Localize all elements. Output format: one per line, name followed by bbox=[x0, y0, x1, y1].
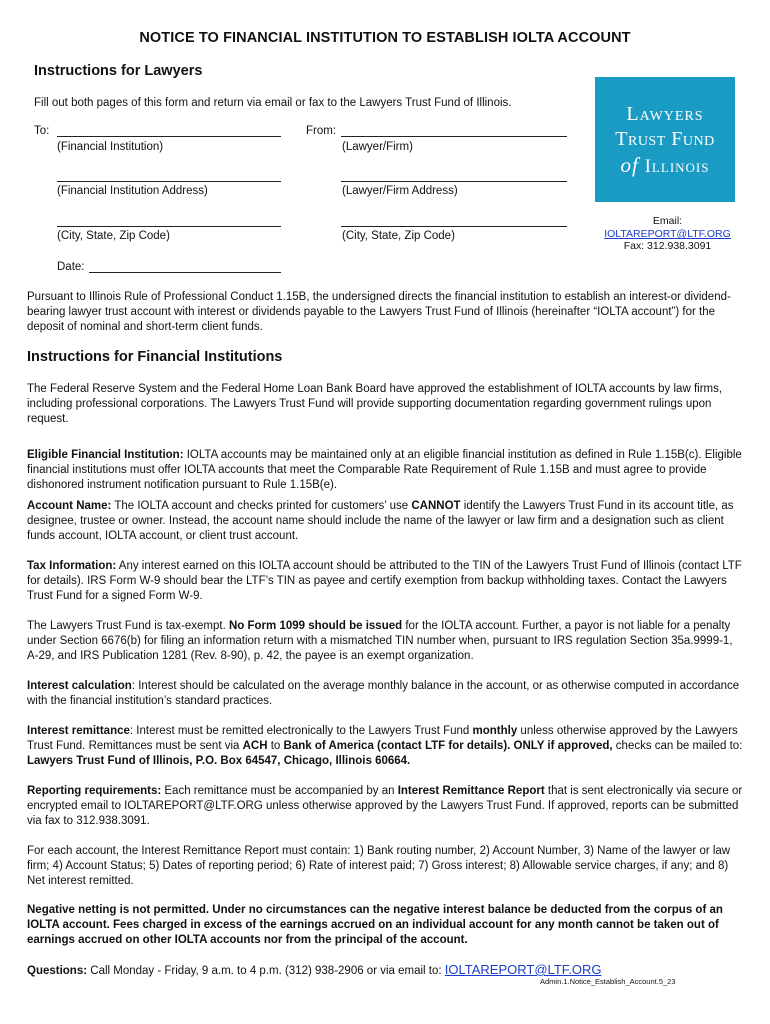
financial-institution-field[interactable] bbox=[57, 136, 281, 137]
fill-instruction: Fill out both pages of this form and return via email or fax to the Lawyers Trust Fund of Illinois. bbox=[34, 97, 512, 109]
city-state-zip-left-label: (City, State, Zip Code) bbox=[57, 230, 170, 242]
lawyers-heading: Instructions for Lawyers bbox=[34, 63, 203, 79]
lawyer-firm-field[interactable] bbox=[341, 136, 567, 137]
contact-email-link[interactable]: IOLTAREPORT@LTF.ORG bbox=[604, 228, 731, 240]
logo-line-lawyers: Lawyers bbox=[626, 103, 704, 125]
questions-email-link[interactable]: IOLTAREPORT@LTF.ORG bbox=[444, 962, 602, 977]
financial-institution-address-label: (Financial Institution Address) bbox=[57, 185, 208, 197]
questions-paragraph: Questions: Call Monday - Friday, 9 a.m. to 4 p.m. (312) 938-2906 or via email to: IOLTAREPORT@LTF.ORG bbox=[27, 962, 602, 977]
ltf-logo bbox=[595, 77, 735, 202]
report-contents-paragraph: For each account, the Interest Remittance Report must contain: 1) Bank routing number, 2) Account Number, 3) Name of the lawyer or law firm; 4) Account Status; 5) Dates of reporting period; 6) Rate of interest paid; 7) Gross interest; 8) Allowable service charges, if any; and 8) Net interest remitted. bbox=[27, 845, 731, 888]
form-code: Admin.1.Notice_Establish_Account.5_23 bbox=[540, 977, 676, 986]
tax-exempt-paragraph: The Lawyers Trust Fund is tax-exempt. No Form 1099 should be issued for the IOLTA account. Further, a payor is not liable for a penalty under Section 6676(b) for filing an information return with a mismatched TIN number when, pursuant to IRS regulation Section 35a.9999-1, A-29, and IRS Publication 1281 (Rev. 8-90), p. 42, the payee is an exempt organization. bbox=[27, 620, 733, 663]
city-state-zip-right-field[interactable] bbox=[341, 226, 567, 227]
rule-paragraph: Pursuant to Illinois Rule of Professional Conduct 1.15B, the undersigned directs the financial institution to establish an interest-or dividend-bearing lawyer trust account with interest or dividends payable to the Lawyers Trust Fund of Illinois (hereinafter “IOLTA account”) for the deposit of nominal and short-term client funds. bbox=[27, 291, 731, 334]
document-title: NOTICE TO FINANCIAL INSTITUTION TO ESTABLISH IOLTA ACCOUNT bbox=[139, 30, 631, 46]
eligible-institution-paragraph: Eligible Financial Institution: IOLTA accounts may be maintained only at an eligible financial institution as defined in Rule 1.15B(c). Eligible financial institutions must offer IOLTA accounts that meet the Comparable Rate Requirement of Rule 1.15B and must agree to provide dishonored instrument notification pursuant to Rule 1.15B(e). bbox=[27, 449, 742, 492]
negative-netting-paragraph: Negative netting is not permitted. Under no circumstances can the negative interest balance be deducted from the corpus of an IOLTA account. Fees charged in excess of the earnings accrued on an individual account for any month cannot be taken out of earnings accrued on other IOLTA accounts nor from the principal of the account. bbox=[27, 904, 723, 947]
date-label: Date: bbox=[57, 261, 85, 273]
tax-information-paragraph: Tax Information: Any interest earned on this IOLTA account should be attributed to the TIN of the Lawyers Trust Fund of Illinois (contact LTF for details). IRS Form W-9 should bear the LTF’s TIN as payee and certify exemption from backup withholding taxes. Contact the Lawyers Trust Fund for a signed Form W-9. bbox=[27, 560, 742, 603]
lawyer-firm-address-field[interactable] bbox=[341, 181, 567, 182]
federal-reserve-paragraph: The Federal Reserve System and the Federal Home Loan Bank Board have approved the establishment of IOLTA accounts by law firms, including professional corporations. The Lawyers Trust Fund will provide supporting documentation regarding government rulings upon request. bbox=[27, 383, 723, 426]
financial-institutions-heading: Instructions for Financial Institutions bbox=[27, 349, 283, 365]
to-label: To: bbox=[34, 125, 50, 137]
financial-institution-label: (Financial Institution) bbox=[57, 141, 164, 153]
contact-email-label: Email: bbox=[652, 215, 683, 227]
contact-fax: Fax: 312.938.3091 bbox=[623, 240, 712, 252]
interest-calculation-paragraph: Interest calculation: Interest should be calculated on the average monthly balance in the account, or as otherwise computed in accordance with the financial institution’s standard practices. bbox=[27, 680, 740, 708]
logo-line-trust-fund: Trust Fund bbox=[615, 128, 715, 150]
reporting-requirements-paragraph: Reporting requirements: Each remittance must be accompanied by an Interest Remittance Report that is sent electronically via secure or encrypted email to IOLTAREPORT@LTF.ORG unless otherwise approved by the Lawyers Trust Fund. If approved, reports can be submitted via fax to 312.938.3091. bbox=[27, 785, 743, 828]
logo-line-illinois: of Illinois bbox=[620, 153, 710, 177]
account-name-paragraph: Account Name: The IOLTA account and checks printed for customers’ use CANNOT identify the Lawyers Trust Fund in its account title, as designee, trustee or owner. Instead, the account name should include the name of the lawyer or law firm and a designation such as client funds account, IOLTA account, or client trust account. bbox=[27, 500, 734, 543]
lawyer-firm-address-label: (Lawyer/Firm Address) bbox=[342, 185, 458, 197]
from-label: From: bbox=[306, 125, 337, 137]
date-field[interactable] bbox=[89, 272, 281, 273]
lawyer-firm-label: (Lawyer/Firm) bbox=[342, 141, 413, 153]
city-state-zip-left-field[interactable] bbox=[57, 226, 281, 227]
interest-remittance-paragraph: Interest remittance: Interest must be remitted electronically to the Lawyers Trust Fund monthly unless otherwise approved by the Lawyers Trust Fund. Remittances must be sent via ACH to Bank of America (contact LTF for details). ONLY if approved, checks can be mailed to: Lawyers Trust Fund of Illinois, P.O. Box 64547, Chicago, Illinois 60664. bbox=[27, 725, 743, 768]
city-state-zip-right-label: (City, State, Zip Code) bbox=[342, 230, 455, 242]
financial-institution-address-field[interactable] bbox=[57, 181, 281, 182]
